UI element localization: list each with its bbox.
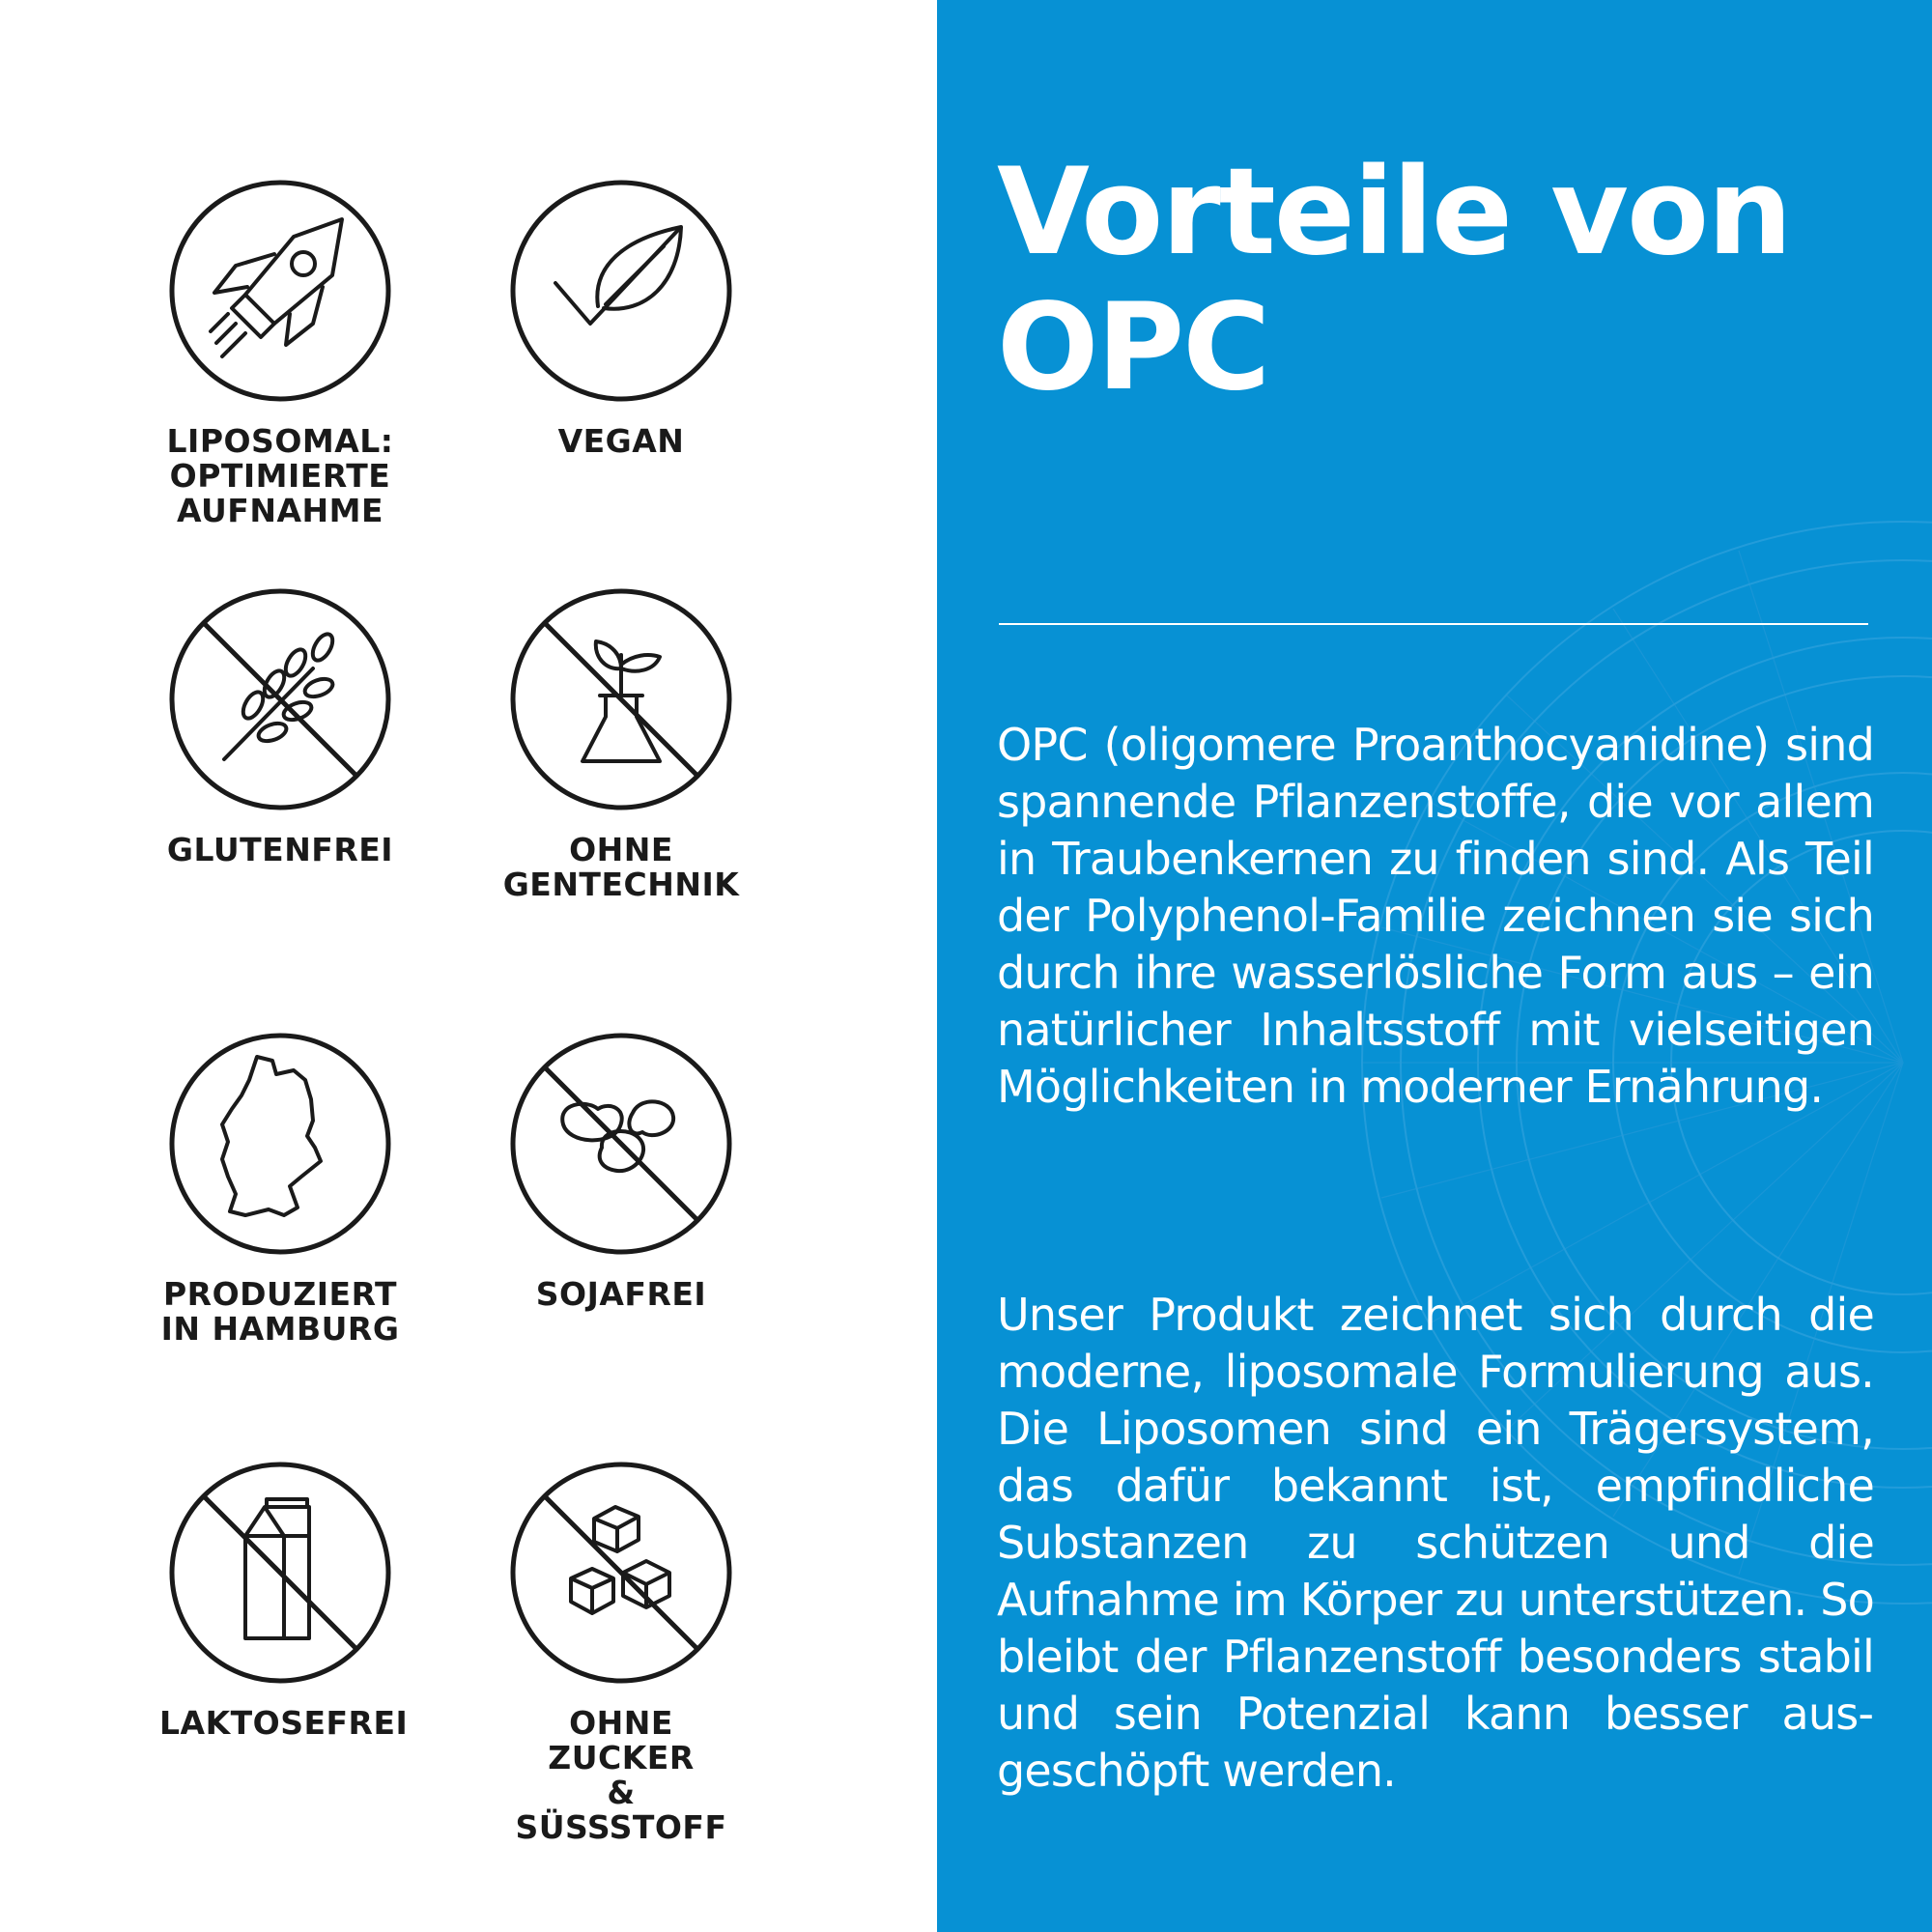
flask-plant-crossed-icon xyxy=(509,587,733,811)
features-column xyxy=(0,0,937,1932)
product-paragraph: Unser Produkt zeichnet sich durch die moderne, liposomale Formulierung aus. Die Liposomen sind ein Trägersystem, das dafür bekannt ist, empfindliche Substanzen zu schützen und die Aufnahme im Körper zu unterstützen. So bleibt der Pflanzenstoff besonders stabil und sein Potenzial kann besser ausgeschöpft werden. xyxy=(997,1289,1874,1797)
sugar-cubes-crossed-icon xyxy=(509,1461,733,1685)
badge-label: SOJAFREI xyxy=(535,1275,707,1313)
badge-zucker xyxy=(500,1461,742,1845)
badge-label: OHNE ZUCKER & SÜSSSTOFF xyxy=(515,1704,727,1846)
title-divider xyxy=(999,623,1868,625)
rocket-icon xyxy=(168,179,392,403)
germany-map-icon xyxy=(168,1032,392,1256)
badge-gentechnik xyxy=(500,587,742,902)
badge-label: LAKTOSEFREI xyxy=(159,1704,409,1742)
info-panel xyxy=(937,0,1932,1932)
badge-label: GLUTENFREI xyxy=(166,831,394,868)
badge-label: VEGAN xyxy=(557,422,685,460)
milk-carton-crossed-icon xyxy=(168,1461,392,1685)
badge-hamburg xyxy=(159,1032,401,1347)
badge-sojafrei xyxy=(500,1032,742,1312)
badge-glutenfrei xyxy=(159,587,401,867)
intro-paragraph: OPC (oligomere Proanthocyanidine) sind spannende Pflanzenstoffe, die vor allem in Traubenkernen zu finden sind. Als Teil der Polyphenol-Familie zeichnen sie sich durch ihre wasserlösliche Form aus – ein natürlicher Inhaltsstoff mit vielseitigen Möglichkeiten in moderner Ernährung. xyxy=(997,719,1874,1113)
badge-liposomal xyxy=(159,179,401,528)
soybean-crossed-icon xyxy=(509,1032,733,1256)
badge-label: LIPOSOMAL: OPTIMIERTE AUFNAHME xyxy=(166,422,394,529)
panel-title: Vorteile von OPC xyxy=(997,143,1791,417)
wheat-crossed-icon xyxy=(168,587,392,811)
badge-vegan xyxy=(500,179,742,459)
badge-label: PRODUZIERT IN HAMBURG xyxy=(160,1275,400,1348)
badge-laktosefrei xyxy=(159,1461,409,1742)
leaf-icon xyxy=(509,179,733,403)
badge-label: OHNE GENTECHNIK xyxy=(502,831,740,903)
